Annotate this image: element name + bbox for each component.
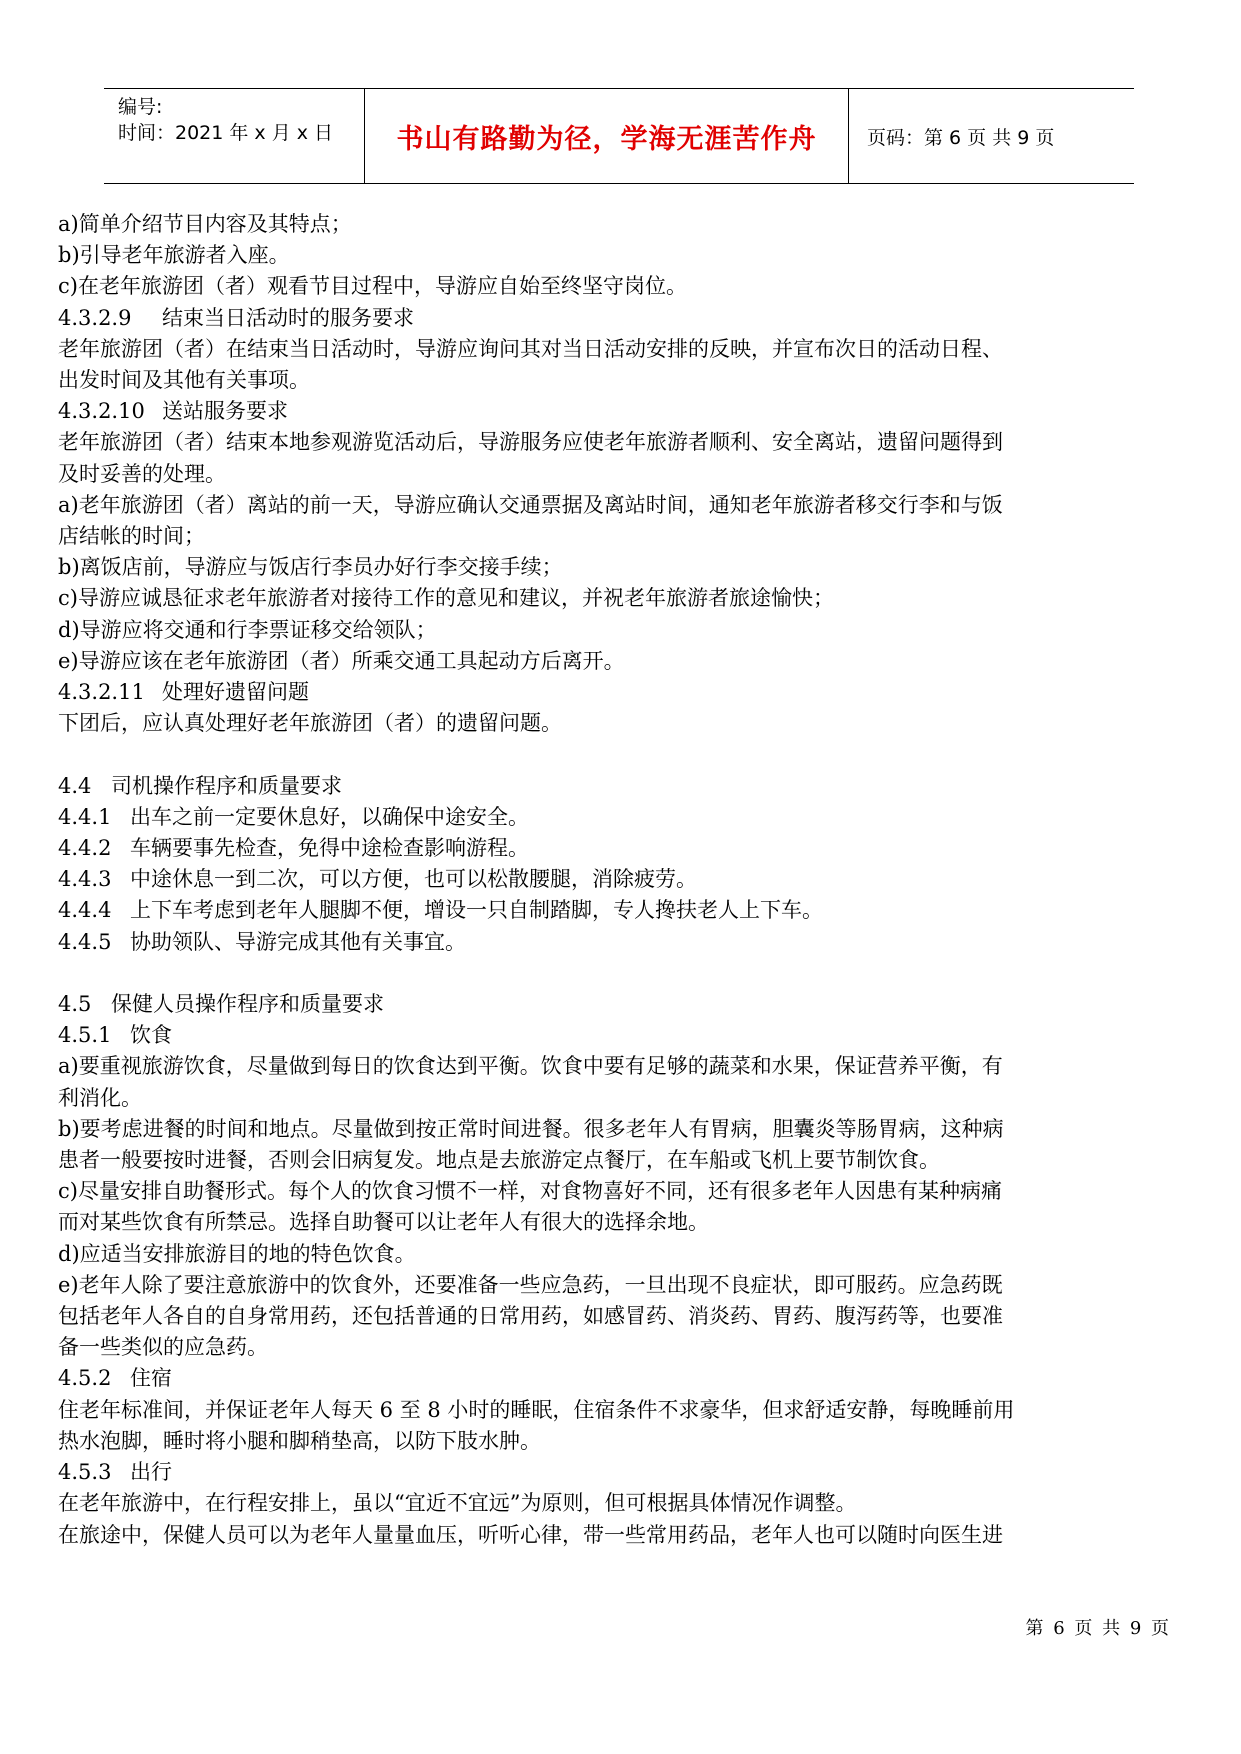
line-text: 结束当日活动时的服务要求 [162, 305, 414, 330]
header-page-number: 页码：第 6 页 共 9 页 [867, 126, 1055, 149]
body-line [58, 1051, 1183, 1082]
blank-line [58, 958, 1183, 989]
body-line [58, 1332, 1183, 1363]
line-text: 出车之前一定要休息好，以确保中途安全。 [130, 804, 529, 829]
body-line [58, 209, 1183, 240]
section-number: 4.4.3 [58, 867, 112, 892]
body-line [58, 427, 1183, 458]
line-text: 中途休息一到二次，可以方便，也可以松散腰腿，消除疲劳。 [130, 867, 697, 892]
section-number: 4.5 [58, 992, 92, 1017]
section-number: 4.4.4 [58, 898, 112, 923]
body-line [58, 1488, 1183, 1519]
body-line [58, 365, 1183, 396]
line-text: c)尽量安排自助餐形式。每个人的饮食习惯不一样，对食物喜好不同，还有很多老年人因患有某种病痛 [58, 1179, 1002, 1204]
line-text: 上下车考虑到老年人腿脚不便，增设一只自制踏脚，专人搀扶老人上下车。 [130, 898, 823, 923]
line-text: 包括老年人各自的自身常用药，还包括普通的日常用药，如感冒药、消炎药、胃药、腹泻药等，也要准 [58, 1304, 1003, 1329]
line-text: d)应适当安排旅游目的地的特色饮食。 [58, 1241, 416, 1266]
line-text: 司机操作程序和质量要求 [111, 773, 342, 798]
line-text: b)引导老年旅游者入座。 [58, 243, 290, 268]
body-line [58, 1520, 1183, 1551]
line-text: 出行 [130, 1460, 172, 1485]
section-number: 4.4.5 [58, 929, 112, 954]
page-header [104, 88, 1134, 184]
section-heading [58, 927, 1183, 958]
section-number: 4.3.2.9 [58, 305, 132, 330]
section-number: 4.4.2 [58, 836, 112, 861]
body-line [58, 334, 1183, 365]
line-text: 在旅途中，保健人员可以为老年人量量血压，听听心律，带一些常用药品，老年人也可以随时向医生进 [58, 1522, 1003, 1547]
body-line [58, 552, 1183, 583]
section-number: 4.4.1 [58, 804, 112, 829]
body-line [58, 615, 1183, 646]
document-time-label: 时间：2021 年 x 月 x 日 [118, 122, 334, 144]
section-heading [58, 303, 1183, 334]
line-text: 热水泡脚，睡时将小腿和脚稍垫高，以防下肢水肿。 [58, 1428, 541, 1453]
body-line [58, 646, 1183, 677]
section-heading [58, 864, 1183, 895]
header-meta-cell [104, 89, 365, 183]
section-number: 4.5.3 [58, 1460, 112, 1485]
line-text: 协助领队、导游完成其他有关事宜。 [130, 929, 466, 954]
section-heading [58, 802, 1183, 833]
line-text: 饮食 [130, 1023, 172, 1048]
line-text: b)离饭店前，导游应与饭店行李员办好行李交接手续； [58, 555, 563, 580]
body-line [58, 1426, 1183, 1457]
line-text: 出发时间及其他有关事项。 [58, 368, 310, 393]
header-page-cell [849, 89, 1134, 183]
header-motto-cell [365, 89, 849, 183]
section-number: 4.4 [58, 773, 92, 798]
blank-line [58, 739, 1183, 770]
line-text: 住宿 [130, 1366, 172, 1391]
line-text: 住老年标准间，并保证老年人每天 6 至 8 小时的睡眠，住宿条件不求豪华，但求舒适安静，每晚睡前用 [58, 1397, 1015, 1422]
line-text: 备一些类似的应急药。 [58, 1335, 268, 1360]
line-text: 而对某些饮食有所禁忌。选择自助餐可以让老年人有很大的选择余地。 [58, 1210, 709, 1235]
line-text: 老年旅游团（者）在结束当日活动时，导游应询问其对当日活动安排的反映，并宣布次日的活动日程、 [58, 336, 1003, 361]
line-text: 店结帐的时间； [58, 524, 205, 549]
section-heading [58, 771, 1183, 802]
document-body [58, 209, 1183, 1551]
line-text: 及时妥善的处理。 [58, 461, 226, 486]
line-text: 患者一般要按时进餐，否则会旧病复发。地点是去旅游定点餐厅，在车船或飞机上要节制饮食。 [58, 1148, 940, 1173]
body-line [58, 271, 1183, 302]
section-number: 4.5.2 [58, 1366, 112, 1391]
section-heading [58, 1363, 1183, 1394]
line-text: a)要重视旅游饮食，尽量做到每日的饮食达到平衡。饮食中要有足够的蔬菜和水果，保证营养平衡，有 [58, 1054, 1003, 1079]
body-line [58, 1270, 1183, 1301]
body-line [58, 240, 1183, 271]
line-text: a)老年旅游团（者）离站的前一天，导游应确认交通票据及离站时间，通知老年旅游者移交行李和与饭 [58, 492, 1003, 517]
section-heading [58, 1020, 1183, 1051]
document-number-label: 编号: [118, 96, 163, 118]
line-text: 老年旅游团（者）结束本地参观游览活动后，导游服务应使老年旅游者顺利、安全离站，遗留问题得到 [58, 430, 1003, 455]
body-line [58, 1239, 1183, 1270]
line-text: 利消化。 [58, 1085, 142, 1110]
page-footer: 第 6 页 共 9 页 [1025, 1618, 1171, 1639]
section-number: 4.3.2.11 [58, 680, 145, 705]
line-text: d)导游应将交通和行李票证移交给领队； [58, 617, 437, 642]
line-text: 车辆要事先检查，免得中途检查影响游程。 [130, 836, 529, 861]
section-heading [58, 1457, 1183, 1488]
section-heading [58, 396, 1183, 427]
line-text: 保健人员操作程序和质量要求 [111, 992, 384, 1017]
line-text: c)导游应诚恳征求老年旅游者对接待工作的意见和建议，并祝老年旅游者旅途愉快； [58, 586, 834, 611]
body-line [58, 1176, 1183, 1207]
section-number: 4.3.2.10 [58, 399, 145, 424]
body-line [58, 490, 1183, 521]
line-text: c)在老年旅游团（者）观看节目过程中，导游应自始至终坚守岗位。 [58, 274, 687, 299]
section-number: 4.5.1 [58, 1023, 112, 1048]
section-heading [58, 989, 1183, 1020]
body-line [58, 521, 1183, 552]
body-line [58, 708, 1183, 739]
line-text: a)简单介绍节目内容及其特点； [58, 212, 352, 236]
body-line [58, 1083, 1183, 1114]
line-text: e)导游应该在老年旅游团（者）所乘交通工具起动方后离开。 [58, 648, 625, 673]
section-heading [58, 677, 1183, 708]
line-text: 在老年旅游中，在行程安排上，虽以“宜近不宜远”为原则，但可根据具体情况作调整。 [58, 1491, 857, 1516]
body-line [58, 1114, 1183, 1145]
body-line [58, 1207, 1183, 1238]
header-motto: 书山有路勤为径，学海无涯苦作舟 [396, 123, 817, 155]
line-text: 处理好遗留问题 [162, 680, 309, 705]
body-line [58, 1395, 1183, 1426]
line-text: 下团后，应认真处理好老年旅游团（者）的遗留问题。 [58, 711, 562, 736]
body-line [58, 1145, 1183, 1176]
section-heading [58, 895, 1183, 926]
body-line [58, 459, 1183, 490]
line-text: b)要考虑进餐的时间和地点。尽量做到按正常时间进餐。很多老年人有胃病，胆囊炎等肠胃病，这种病 [58, 1116, 1004, 1141]
line-text: e)老年人除了要注意旅游中的饮食外，还要准备一些应急药，一旦出现不良症状，即可服药。应急药既 [58, 1272, 1003, 1297]
body-line [58, 1301, 1183, 1332]
line-text: 送站服务要求 [162, 399, 288, 424]
body-line [58, 583, 1183, 614]
section-heading [58, 833, 1183, 864]
